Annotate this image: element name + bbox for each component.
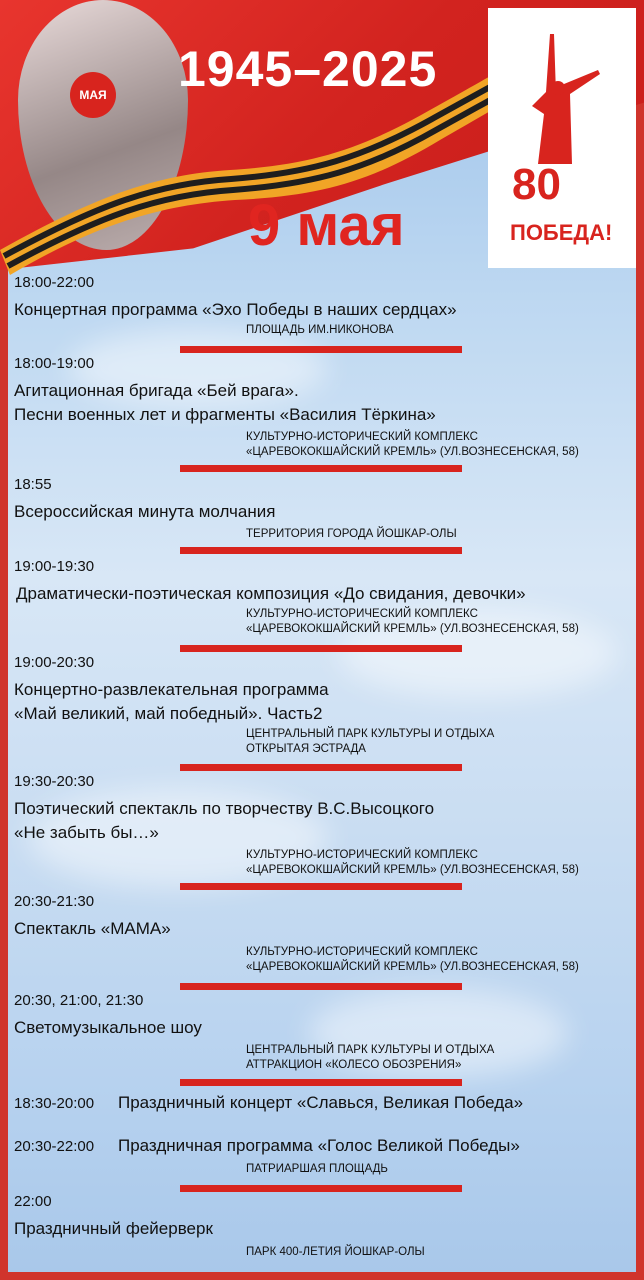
event-time: 19:00-20:30 xyxy=(14,654,95,671)
event-time: 20:30-21:30 xyxy=(14,893,95,910)
event-item xyxy=(14,654,630,726)
event-item xyxy=(14,1091,630,1115)
event-venue: КУЛЬТУРНО-ИСТОРИЧЕСКИЙ КОМПЛЕКС xyxy=(246,608,478,620)
event-time: 19:00-19:30 xyxy=(14,558,95,575)
event-title-line2: Песни военных лет и фрагменты «Василия Тёркина» xyxy=(14,405,436,424)
event-title: Агитационная бригада «Бей врага». xyxy=(14,381,299,400)
event-item xyxy=(14,274,630,322)
divider xyxy=(180,1079,462,1086)
divider xyxy=(180,645,462,652)
divider xyxy=(180,346,462,353)
event-venue: КУЛЬТУРНО-ИСТОРИЧЕСКИЙ КОМПЛЕКС xyxy=(246,431,478,443)
event-venue: ПАРК 400-ЛЕТИЯ ЙОШКАР-ОЛЫ xyxy=(246,1246,425,1258)
event-venue-line2: «ЦАРЕВОКОКШАЙСКИЙ КРЕМЛЬ» (УЛ.ВОЗНЕСЕНСКАЯ, 58) xyxy=(246,961,579,973)
may-badge: МАЯ xyxy=(70,72,116,118)
event-item xyxy=(14,893,630,941)
victory-80-emblem xyxy=(488,8,636,268)
event-item xyxy=(14,1134,630,1158)
event-title: Поэтический спектакль по творчеству В.С.Высоцкого xyxy=(14,799,435,818)
event-venue: ПЛОЩАДЬ ИМ.НИКОНОВА xyxy=(246,324,394,336)
event-time: 18:00-22:00 xyxy=(14,274,95,291)
event-venue-line2: «ЦАРЕВОКОКШАЙСКИЙ КРЕМЛЬ» (УЛ.ВОЗНЕСЕНСКАЯ, 58) xyxy=(246,446,579,458)
event-item xyxy=(14,992,630,1040)
event-title: Праздничный концерт «Славься, Великая Победа» xyxy=(118,1093,524,1112)
event-venue-line2: «ЦАРЕВОКОКШАЙСКИЙ КРЕМЛЬ» (УЛ.ВОЗНЕСЕНСКАЯ, 58) xyxy=(246,623,579,635)
event-title-line2: «Май великий, май победный». Часть2 xyxy=(14,704,323,723)
divider xyxy=(180,547,462,554)
event-title: Концертная программа «Эхо Победы в наших сердцах» xyxy=(14,300,457,319)
event-venue-line2: АТТРАКЦИОН «КОЛЕСО ОБОЗРЕНИЯ» xyxy=(246,1059,462,1071)
emblem-number: 80 xyxy=(512,160,561,209)
event-venue: ЦЕНТРАЛЬНЫЙ ПАРК КУЛЬТУРЫ И ОТДЫХА xyxy=(246,1044,495,1056)
event-venue: КУЛЬТУРНО-ИСТОРИЧЕСКИЙ КОМПЛЕКС xyxy=(246,849,478,861)
event-item xyxy=(14,476,630,524)
event-time: 20:30-22:00 xyxy=(14,1138,95,1155)
event-title: Драматически-поэтическая композиция «До свидания, девочки» xyxy=(16,584,526,603)
event-title: Концертно-развлекательная программа xyxy=(14,680,329,699)
divider xyxy=(180,1185,462,1192)
event-venue: ТЕРРИТОРИЯ ГОРОДА ЙОШКАР-ОЛЫ xyxy=(246,528,457,540)
event-time: 18:00-19:00 xyxy=(14,355,95,372)
event-title: Праздничный фейерверк xyxy=(14,1219,213,1238)
event-title: Светомузыкальное шоу xyxy=(14,1018,202,1037)
event-venue-line2: ОТКРЫТАЯ ЭСТРАДА xyxy=(246,743,366,755)
event-item xyxy=(14,1193,630,1241)
divider xyxy=(180,465,462,472)
event-time: 18:30-20:00 xyxy=(14,1095,95,1112)
event-item xyxy=(14,558,630,606)
divider xyxy=(180,983,462,990)
event-time: 18:55 xyxy=(14,476,52,493)
motherland-statue-icon xyxy=(488,14,636,174)
event-venue: КУЛЬТУРНО-ИСТОРИЧЕСКИЙ КОМПЛЕКС xyxy=(246,946,478,958)
event-title: Спектакль «МАМА» xyxy=(14,919,171,938)
years-title: 1945–2025 xyxy=(178,41,438,97)
event-title: Всероссийская минута молчания xyxy=(14,502,276,521)
event-title: Праздничная программа «Голос Великой Победы» xyxy=(118,1136,520,1155)
event-venue: ПАТРИАРШАЯ ПЛОЩАДЬ xyxy=(246,1163,388,1175)
event-venue: ЦЕНТРАЛЬНЫЙ ПАРК КУЛЬТУРЫ И ОТДЫХА xyxy=(246,728,495,740)
divider xyxy=(180,764,462,771)
event-time: 20:30, 21:00, 21:30 xyxy=(14,992,144,1009)
event-item xyxy=(14,355,630,427)
event-time: 22:00 xyxy=(14,1193,52,1210)
event-venue-line2: «ЦАРЕВОКОКШАЙСКИЙ КРЕМЛЬ» (УЛ.ВОЗНЕСЕНСКАЯ, 58) xyxy=(246,864,579,876)
event-title-line2: «Не забыть бы…» xyxy=(14,823,159,842)
event-item xyxy=(14,773,630,845)
emblem-text: ПОБЕДА! xyxy=(510,220,613,245)
event-time: 19:30-20:30 xyxy=(14,773,95,790)
divider xyxy=(180,883,462,890)
date-title: 9 мая xyxy=(248,193,405,258)
